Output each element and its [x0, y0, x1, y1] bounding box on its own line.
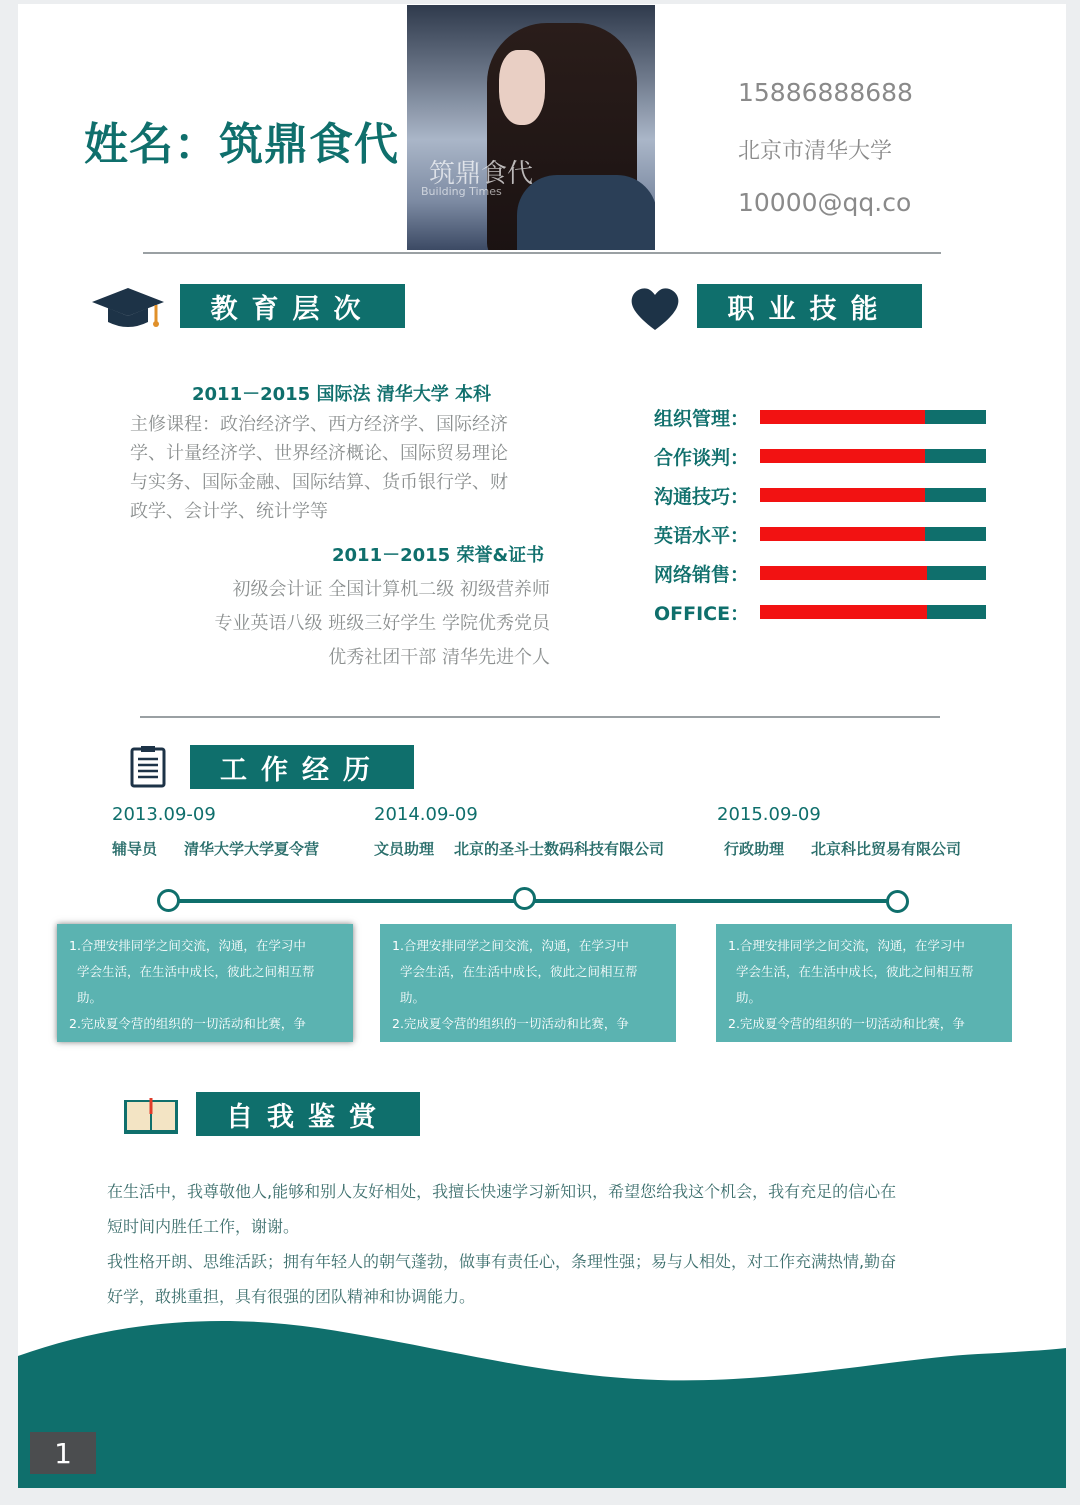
education-degree: 2011－2015 国际法 清华大学 本科 [192, 384, 491, 405]
skill-bar [760, 605, 986, 619]
section-title-self-evaluation: 自我鉴赏 [196, 1092, 420, 1136]
skill-bar [760, 527, 986, 541]
cert-line: 初级会计证 全国计算机二级 初级营养师 [232, 579, 550, 600]
job-org: 清华大学大学夏令营 [184, 840, 320, 858]
candidate-name: 姓名：筑鼎食代 [84, 119, 399, 170]
job-description-card [716, 924, 1012, 1042]
cert-line: 专业英语八级 班级三好学生 学院优秀党员 [214, 613, 550, 634]
certificates [130, 573, 550, 675]
honors-heading: 2011－2015 荣誉&证书 [332, 545, 545, 566]
job-desc-line: 1.合理安排同学之间交流，沟通，在学习中 [392, 938, 629, 953]
profile-photo [407, 5, 655, 250]
footer-wave [18, 1314, 1066, 1488]
resume-page [18, 4, 1066, 1488]
skill-bar [760, 449, 986, 463]
page-number: 1 [30, 1432, 96, 1474]
job-desc-line: 助。 [736, 990, 762, 1005]
photo-watermark: 筑鼎食代 [429, 159, 534, 189]
skill-bar-fill [760, 566, 927, 580]
skill-label: 沟通技巧： [654, 486, 750, 508]
section-title-education: 教育层次 [180, 284, 405, 328]
self-eval-line: 好学，敢挑重担，具有很强的团队精神和协调能力。 [107, 1287, 476, 1306]
job-desc-line: 学会生活，在生活中成长，彼此之间相互帮 [736, 964, 974, 979]
skill-bar [760, 566, 986, 580]
skill-bar-fill [760, 410, 925, 424]
job-description-card [380, 924, 676, 1042]
section-title-skills: 职业技能 [697, 284, 922, 328]
timeline-node [886, 890, 909, 913]
phone-number: 15886888688 [738, 78, 913, 107]
photo-watermark-sub: Building Times [421, 185, 502, 198]
skill-bar [760, 410, 986, 424]
job-org: 北京的圣斗士数码科技有限公司 [454, 840, 665, 858]
job-desc-line: 2.完成夏令营的组织的一切活动和比赛，争 [392, 1016, 629, 1031]
heart-icon [628, 286, 682, 332]
job-date: 2014.09-09 [374, 804, 478, 825]
job-date: 2013.09-09 [112, 804, 216, 825]
address: 北京市清华大学 [738, 139, 893, 164]
job-role: 辅导员 [112, 840, 158, 858]
course-line: 与实务、国际金融、国际结算、货币银行学、财 [130, 472, 508, 493]
course-line: 学、计量经济学、世界经济概论、国际贸易理论 [130, 443, 508, 464]
timeline-node [157, 889, 180, 912]
divider [143, 252, 941, 254]
skill-bar-fill [760, 488, 925, 502]
skill-label: 合作谈判： [654, 447, 750, 469]
self-eval-line: 短时间内胜任工作，谢谢。 [107, 1217, 300, 1236]
education-courses [130, 410, 550, 526]
job-desc-line: 助。 [400, 990, 426, 1005]
job-desc-line: 2.完成夏令营的组织的一切活动和比赛，争 [69, 1016, 306, 1031]
skill-label: OFFICE： [654, 603, 750, 625]
job-desc-line: 1.合理安排同学之间交流，沟通，在学习中 [728, 938, 965, 953]
skill-label: 英语水平： [654, 525, 750, 547]
job-desc-line: 1.合理安排同学之间交流，沟通，在学习中 [69, 938, 306, 953]
cert-line: 优秀社团干部 清华先进个人 [328, 647, 550, 668]
job-desc-line: 助。 [77, 990, 103, 1005]
job-org: 北京科比贸易有限公司 [811, 840, 962, 858]
self-evaluation-text [107, 1174, 1007, 1314]
skill-bar [760, 488, 986, 502]
self-eval-line: 我性格开朗、思维活跃；拥有年轻人的朝气蓬勃，做事有责任心，条理性强；易与人相处，对工作充满热情,勤奋 [107, 1252, 897, 1271]
job-desc-line: 学会生活，在生活中成长，彼此之间相互帮 [400, 964, 638, 979]
skill-label: 网络销售： [654, 564, 750, 586]
job-description-card [57, 924, 353, 1042]
divider [140, 716, 940, 718]
clipboard-icon [130, 746, 166, 788]
job-role: 行政助理 [724, 840, 785, 858]
self-eval-line: 在生活中，我尊敬他人,能够和别人友好相处，我擅长快速学习新知识，希望您给我这个机会，我有充足的信心在 [107, 1182, 897, 1201]
course-line: 主修课程：政治经济学、西方经济学、国际经济 [130, 414, 508, 435]
email: 10000@qq.co [738, 188, 912, 217]
job-desc-line: 学会生活，在生活中成长，彼此之间相互帮 [77, 964, 315, 979]
job-date: 2015.09-09 [717, 804, 821, 825]
job-role: 文员助理 [374, 840, 435, 858]
skill-bar-fill [760, 449, 925, 463]
section-title-work: 工作经历 [190, 745, 414, 789]
skill-bar-fill [760, 605, 927, 619]
graduation-cap-icon [90, 284, 166, 332]
book-icon [122, 1096, 180, 1138]
skill-label: 组织管理： [654, 408, 750, 430]
course-line: 政学、会计学、统计学等 [130, 501, 328, 522]
job-desc-line: 2.完成夏令营的组织的一切活动和比赛，争 [728, 1016, 965, 1031]
timeline-node [513, 887, 536, 910]
skill-bar-fill [760, 527, 925, 541]
